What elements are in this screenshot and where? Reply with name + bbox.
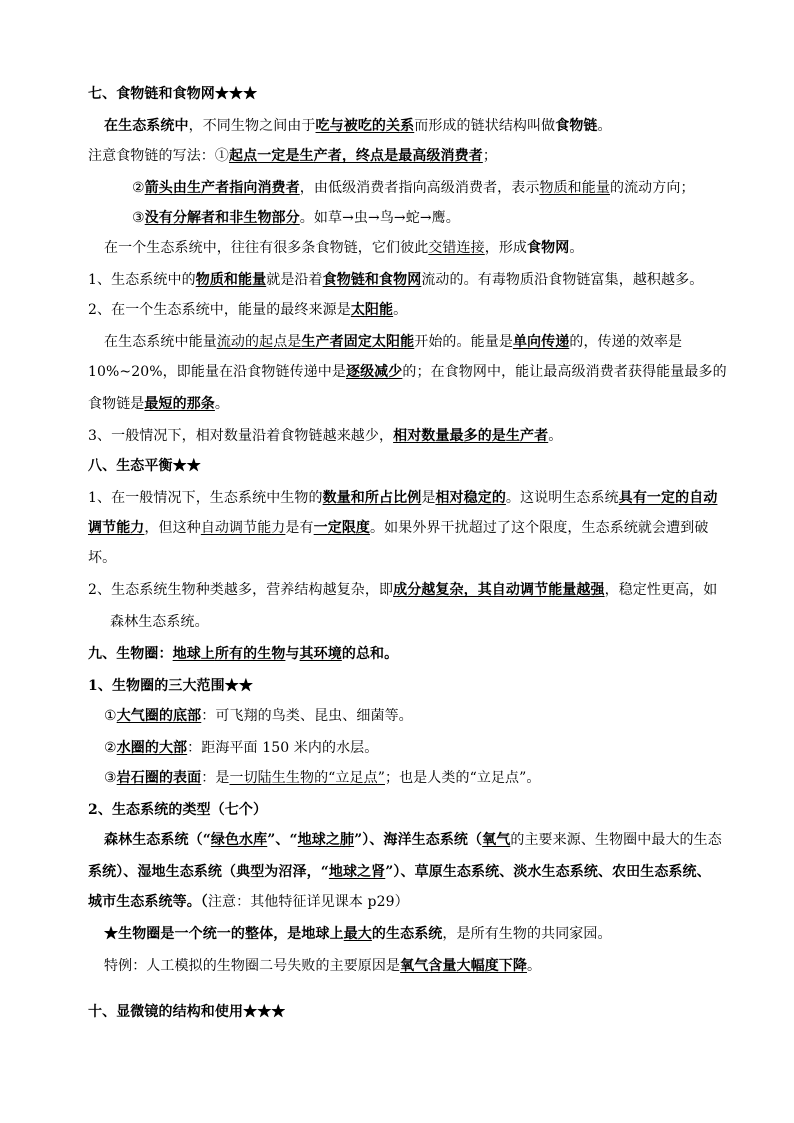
range-lithosphere: ③岩石圈的表面：是一切陆生生物的“立足点”；也是人类的“立足点”。 <box>104 770 541 786</box>
food-chain-note-1: 注意食物链的写法：①起点一定是生产者，终点是最高级消费者； <box>88 148 497 164</box>
biosphere-range-heading: 1、生物圈的三大范围★★ <box>88 678 253 694</box>
food-web-definition: 在一个生态系统中，往往有很多条食物链，它们彼此交错连接，形成食物网。 <box>104 240 584 256</box>
balance-point-1-line-1: 1、在一般情况下，生态系统中生物的数量和所占比例是相对稳定的。这说明生态系统具有一定的自动 <box>88 490 718 506</box>
food-chain-note-3: ③没有分解者和非生物部分。如草→虫→鸟→蛇→鹰。 <box>132 210 460 226</box>
ecosystem-types-line-3: 城市生态系统等。（注意：其他特征详见课本 p29） <box>88 894 409 910</box>
range-hydrosphere: ②水圈的大部：距海平面 150 米内的水层。 <box>104 740 379 756</box>
balance-point-1-line-3: 坏。 <box>88 550 117 566</box>
section-8-heading: 八、生态平衡★★ <box>88 458 201 474</box>
energy-flow-line-2: 10%~20%，即能量在沿食物链传递中是逐级减少的；在食物网中，能让最高级消费者获得能量最多的 <box>88 364 727 380</box>
ecosystem-types-heading: 2、生态系统的类型（七个） <box>88 802 268 818</box>
balance-point-2-line-2: 森林生态系统。 <box>110 614 209 630</box>
balance-point-2-line-1: 2、生态系统生物种类越多，营养结构越复杂，即成分越复杂，其自动调节能量越强，稳定性更高，如 <box>88 582 718 598</box>
ecosystem-types-line-2: 系统）、湿地生态系统（典型为沼泽，“地球之肾”）、草原生态系统、淡水生态系统、农田生态系统、 <box>88 864 711 880</box>
energy-flow-line-1: 在生态系统中能量流动的起点是生产者固定太阳能开始的。能量是单向传递的，传递的效率是 <box>104 334 683 350</box>
point-7-3: 3、一般情况下，相对数量沿着食物链越来越少，相对数量最多的是生产者。 <box>88 428 563 444</box>
range-atmosphere: ①大气圈的底部：可飞翔的鸟类、昆虫、细菌等。 <box>104 708 413 724</box>
food-chain-definition: 在生态系统中，不同生物之间由于吃与被吃的关系而形成的链状结构叫做食物链。 <box>104 118 612 134</box>
balance-point-1-line-2: 调节能力，但这种自动调节能力是有一定限度。如果外界干扰超过了这个限度，生态系统就会遭到破 <box>88 520 709 536</box>
section-10-heading: 十、显微镜的结构和使用★★★ <box>88 1004 286 1020</box>
point-7-2: 2、在一个生态系统中，能量的最终来源是太阳能。 <box>88 302 408 318</box>
section-7-heading: 七、食物链和食物网★★★ <box>88 86 258 102</box>
food-chain-note-2: ②箭头由生产者指向消费者，由低级消费者指向高级消费者，表示物质和能量的流动方向； <box>132 180 695 196</box>
energy-flow-line-3: 食物链是最短的那条。 <box>88 396 230 412</box>
point-7-1: 1、生态系统中的物质和能量就是沿着食物链和食物网流动的。有毒物质沿食物链富集，越积越多。 <box>88 272 704 288</box>
biosphere-2-example: 特例：人工模拟的生物圈二号失败的主要原因是氧气含量大幅度下降。 <box>104 958 542 974</box>
biosphere-summary: ★生物圈是一个统一的整体，是地球上最大的生态系统，是所有生物的共同家园。 <box>104 926 612 942</box>
section-9-heading: 九、生物圈：地球上所有的生物与其环境的总和。 <box>88 646 399 662</box>
ecosystem-types-line-1: 森林生态系统（“绿色水库”、“地球之肺”）、海洋生态系统（氧气的主要来源、生物圈中最大的生态 <box>104 832 722 848</box>
